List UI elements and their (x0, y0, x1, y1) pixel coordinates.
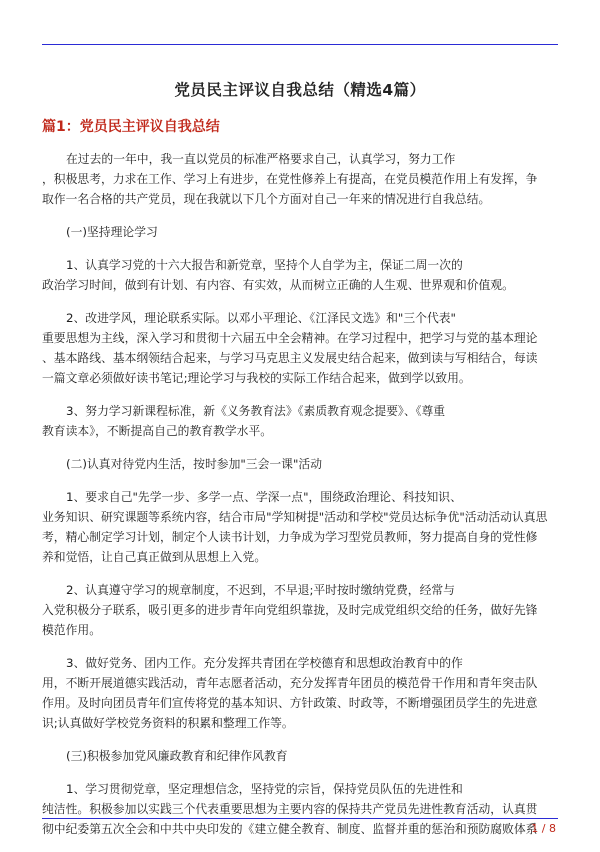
header-rule (42, 44, 558, 45)
text-line: 入党积极分子联系，吸引更多的进步青年向党组织靠拢，及时完成党组织交给的任务，做好先锋 (42, 603, 538, 617)
paragraph-1-2: 2、改进学风，理论联系实际。以邓小平理论、《江泽民文选》和"三个代表" 重要思想为主线，深入学习和贯彻十六届五中全会精神。在学习过程中，把学习与党的基本理论 、基本路线、基本纲领结合起来，与学习马克思主义发展史结合起来，做到读与写相结合，每读 一篇文章必须做好读书笔记;理论学习与我校的实际工作结合起来，做到学以致用。 (42, 308, 560, 388)
text-line: 教育读本》，不断提高自己的教育教学水平。 (42, 424, 273, 438)
document-body (42, 149, 560, 852)
text-line: 业务知识、研究课题等系统内容，结合市局"学知树提"活动和学校"党员达标争优"活动活动认真思 (42, 510, 548, 524)
paragraph-2-3: 3、做好党务、团内工作。充分发挥共青团在学校德育和思想政治教育中的作 用，不断开展道德实践活动，青年志愿者活动，充分发挥青年团员的模范骨干作用和青年突击队 作用。及时向团员青年们宣传将党的基本知识、方针政策、时政等，不断增强团员学生的先进意 识;认真做好学校党务资料的积累和整理工作等。 (42, 653, 560, 733)
paragraph-1-1: 1、认真学习党的十六大报告和新党章，坚持个人自学为主，保证二周一次的 政治学习时间，做到有计划、有内容、有实效，从而树立正确的人生观、世界观和价值观。 (42, 255, 560, 295)
text-line: 作用。及时向团员青年们宣传将党的基本知识、方针政策、时政等，不断增强团员学生的先进意 (42, 696, 538, 710)
text-line: 模范作用。 (42, 623, 101, 637)
subheading-2: (二)认真对待党内生活，按时参加"三会一课"活动 (66, 457, 322, 471)
text-line: 政治学习时间，做到有计划、有内容、有实效，从而树立正确的人生观、世界观和价值观。 (42, 278, 514, 292)
text-line: 考，精心制定学习计划，制定个人读书计划，力争成为学习型党员教师，努力提高自身的党性修 (42, 530, 538, 544)
text-line: 、基本路线、基本纲领结合起来，与学习马克思主义发展史结合起来，做到读与写相结合，每读 (42, 351, 538, 365)
text-line: 养和觉悟，让自己真正做到从思想上入党。 (42, 550, 267, 564)
text-line: 取作一名合格的共产党员，现在我就以下几个方面对自己一年来的情况进行自我总结。 (42, 192, 491, 206)
paragraph-intro (42, 149, 560, 209)
text-line: 纯洁性。积极参加以实践三个代表重要思想为主要内容的保持共产党员先进性教育活动，认真贯 (42, 802, 538, 816)
section-heading: 篇1：党员民主评议自我总结 (42, 119, 220, 135)
text-line: 在过去的一年中，我一直以党员的标准严格要求自己，认真学习，努力工作 (66, 152, 456, 166)
paragraph-2-1: 1、要求自己"先学一步、多学一点、学深一点"，围绕政治理论、科技知识、 业务知识、研究课题等系统内容，结合市局"学知树提"活动和学校"党员达标争优"活动活动认真思 考，精心制定学习计划，制定个人读书计划，力争成为学习型党员教师，努力提高自身的党性修 养和觉悟，让自己真正做到从思想上入党。 (42, 487, 560, 567)
paragraph-3-1: 1、学习贯彻党章，坚定理想信念，坚持党的宗旨，保持党员队伍的先进性和 纯洁性。积极参加以实践三个代表重要思想为主要内容的保持共产党员先进性教育活动，认真贯 彻中纪委第五次全会和中共中央印发的《建立健全教育、制度、监督并重的惩治和预防腐败体系 (42, 779, 560, 839)
paragraph-2-2: 2、认真遵守学习的规章制度，不迟到，不早退;平时按时缴纳党费，经常与 入党积极分子联系，吸引更多的进步青年向党组织靠拢，及时完成党组织交给的任务，做好先锋 模范作用。 (42, 580, 560, 640)
page-number: 1 / 8 (531, 822, 556, 835)
subheading-1: (一)坚持理论学习 (66, 225, 158, 239)
document-title: 党员民主评议自我总结（精选4篇） (174, 81, 426, 99)
paragraph-1-3: 3、努力学习新课程标准，新《义务教育法》《素质教育观念提要》、《尊重 教育读本》，不断提高自己的教育教学水平。 (42, 401, 560, 441)
text-line: 重要思想为主线，深入学习和贯彻十六届五中全会精神。在学习过程中，把学习与党的基本理论 (42, 331, 538, 345)
text-line: 一篇文章必须做好读书笔记;理论学习与我校的实际工作结合起来，做到学以致用。 (42, 371, 471, 385)
subheading-3: (三)积极参加党风廉政教育和纪律作风教育 (66, 749, 288, 763)
text-line: ，积极思考，力求在工作、学习上有进步，在党性修养上有提高，在党员模范作用上有发挥，争 (42, 172, 538, 186)
text-line: 识;认真做好学校党务资料的积累和整理工作等。 (42, 716, 294, 730)
text-line: 彻中纪委第五次全会和中共中央印发的《建立健全教育、制度、监督并重的惩治和预防腐败体系 (42, 822, 538, 836)
text-line: 用，不断开展道德实践活动，青年志愿者活动，充分发挥青年团员的模范骨干作用和青年突击队 (42, 676, 538, 690)
footer-rule (42, 818, 558, 819)
